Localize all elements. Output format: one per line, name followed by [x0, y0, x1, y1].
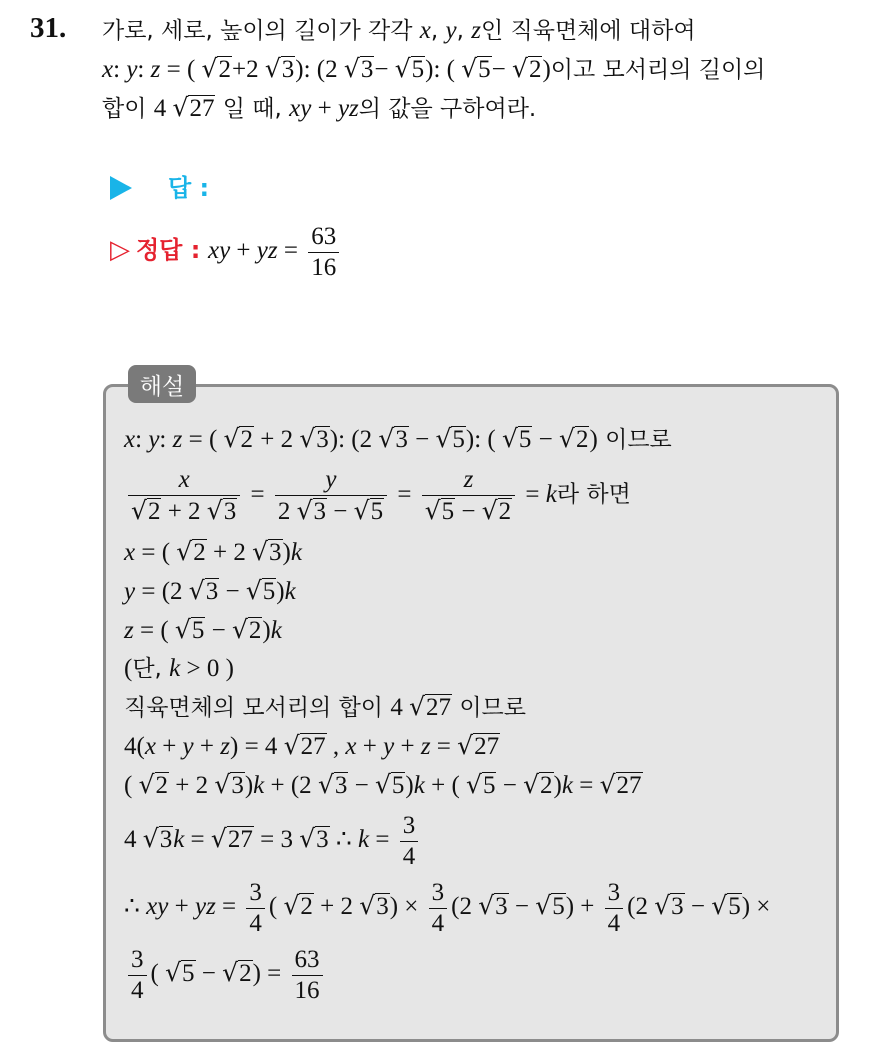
correct-answer-label: 정답 : [136, 236, 201, 265]
explanation-line: $\frac{3}{4}$ ( √5 − √2) = $\frac{63}{16}$ [124, 945, 836, 1006]
explanation-line: y = (2 √3 − √5)k [124, 576, 296, 605]
explanation-line: ( √2 + 2 √3)k + (2 √3 − √5)k + ( √5 − √2)k = √27 [124, 770, 642, 799]
problem-statement [102, 12, 872, 128]
correct-answer-row [110, 222, 343, 283]
answer-row [110, 168, 209, 203]
problem-line-2: x: y: z = ( √2+2 √3): (2 √3− √5): ( √5− √2)이고 모서리의 길이의 [102, 54, 766, 83]
explanation-line: (단, k > 0 ) [124, 655, 234, 682]
problem-line-1: 가로, 세로, 높이의 길이가 각각 x, y, z인 직육면체에 대하여 [102, 17, 696, 44]
explanation-line: x: y: z = ( √2 + 2 √3): (2 √3 − √5): ( √5 − √2) 이므로 [124, 424, 672, 453]
explanation-line: 4 √3k = √27 = 3 √3 ∴ k = $\frac{3}{4}$ [124, 811, 836, 872]
problem-number: 31. [30, 12, 67, 44]
answer-label: 답 : [168, 174, 210, 202]
filled-triangle-icon [110, 176, 132, 200]
outline-triangle-icon: ▷ [110, 235, 130, 266]
explanation-body [124, 420, 836, 1012]
explanation-line: ∴ xy + yz = $\frac{3}{4}$ ( √2 + 2 √3) × $\frac{3}{4}$ (2 √3 − √5) + $\frac{3}{4}$ (2 √3 − √5) × [124, 879, 771, 937]
explanation-line: $\frac{x}{√2 + 2 √3}$ = $\frac{y}{2 √3 - √5}$ = $\frac{z}{√5 - √2}$ = k라 하면 [124, 465, 836, 527]
explanation-line: 직육면체의 모서리의 합이 4 √27 이므로 [124, 692, 526, 721]
explanation-line: z = ( √5 − √2)k [124, 615, 282, 644]
correct-answer-value: xy + yz = $\frac{63}{16}$ [208, 237, 343, 264]
explanation-line: x = ( √2 + 2 √3)k [124, 537, 302, 566]
explanation-line: 4(x + y + z) = 4 √27 , x + y + z = √27 [124, 731, 500, 760]
explanation-tab: 해설 [128, 365, 196, 403]
problem-line-3: 합이 4 √27 일 때, xy + yz의 값을 구하여라. [102, 93, 537, 122]
